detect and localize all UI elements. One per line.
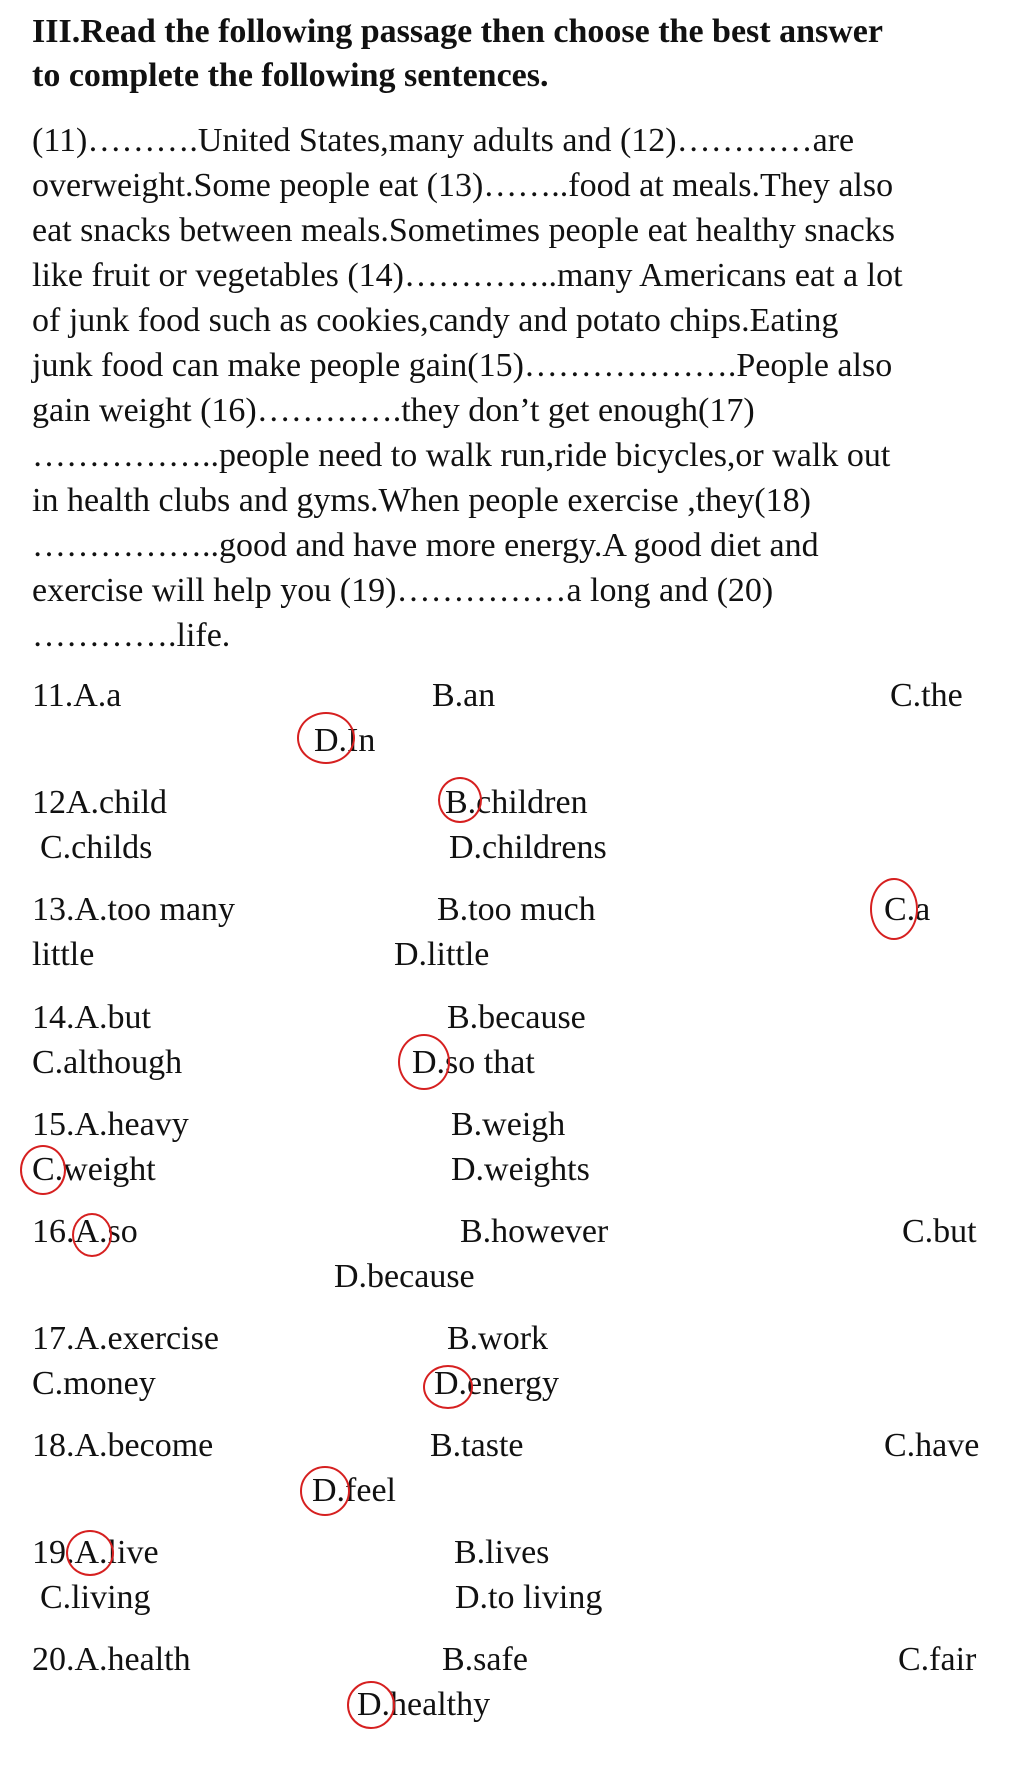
- passage-line: ……………..good and have more energy.A good diet and: [32, 527, 819, 564]
- heading-line-2: to complete the following sentences.: [32, 57, 549, 94]
- q16-option-c: C.but: [902, 1213, 977, 1250]
- q12-option-b: B.children: [445, 784, 588, 821]
- q20-option-d: D.healthy: [357, 1686, 491, 1723]
- q15-option-a: 15.A.heavy: [32, 1106, 189, 1143]
- q19-option-d: D.to living: [455, 1579, 603, 1616]
- passage-line: exercise will help you (19)……………a long and (20): [32, 572, 774, 609]
- passage-line: overweight.Some people eat (13)……..food at meals.They also: [32, 167, 894, 204]
- q18-option-d: D.feel: [312, 1472, 397, 1509]
- q16-option-a: 16.A.so: [32, 1213, 138, 1250]
- passage-line: junk food can make people gain(15)……………….People also: [32, 347, 893, 384]
- q19-option-a: 19.A.live: [32, 1534, 159, 1571]
- passage-line: like fruit or vegetables (14)…………..many Americans eat a lot: [32, 257, 903, 294]
- q11-option-d: D.In: [314, 722, 376, 759]
- q17-option-a: 17.A.exercise: [32, 1320, 219, 1357]
- q18-option-b: B.taste: [430, 1427, 524, 1464]
- passage-line: eat snacks between meals.Sometimes people eat healthy snacks: [32, 212, 895, 249]
- q20-option-a: 20.A.health: [32, 1641, 191, 1678]
- passage-line: of junk food such as cookies,candy and potato chips.Eating: [32, 302, 839, 339]
- q16-option-b: B.however: [460, 1213, 609, 1250]
- q11-option-a: 11.A.a: [32, 677, 122, 714]
- q13-option-c-continued: little: [32, 936, 95, 973]
- q13-option-b: B.too much: [437, 891, 596, 928]
- q17-option-d: D.energy: [434, 1365, 559, 1402]
- passage-line: (11)……….United States,many adults and (12)…………are: [32, 122, 855, 159]
- q13-option-c: C.a: [884, 891, 931, 928]
- q11-option-c: C.the: [890, 677, 963, 714]
- reading-passage: [32, 118, 1012, 658]
- q13-option-a: 13.A.too many: [32, 891, 236, 928]
- q19-option-b: B.lives: [454, 1534, 550, 1571]
- passage-line: in health clubs and gyms.When people exercise ,they(18): [32, 482, 811, 519]
- q17-option-c: C.money: [32, 1365, 156, 1402]
- q13-option-d: D.little: [394, 936, 490, 973]
- passage-line: ……………..people need to walk run,ride bicycles,or walk out: [32, 437, 891, 474]
- q20-option-b: B.safe: [442, 1641, 528, 1678]
- q12-option-d: D.childrens: [449, 829, 607, 866]
- q15-option-c: C.weight: [32, 1151, 156, 1188]
- q18-option-c: C.have: [884, 1427, 980, 1464]
- q15-option-b: B.weigh: [451, 1106, 566, 1143]
- q12-option-c: C.childs: [40, 829, 153, 866]
- q11-option-b: B.an: [432, 677, 496, 714]
- q12-option-a: 12A.child: [32, 784, 168, 821]
- passage-line: gain weight (16)………….they don’t get enough(17): [32, 392, 755, 429]
- q14-option-c: C.although: [32, 1044, 183, 1081]
- section-heading: [32, 10, 1002, 98]
- q14-option-a: 14.A.but: [32, 999, 151, 1036]
- q19-option-c: C.living: [40, 1579, 151, 1616]
- q16-option-d: D.because: [334, 1258, 475, 1295]
- q14-option-d: D.so that: [412, 1044, 535, 1081]
- q18-option-a: 18.A.become: [32, 1427, 214, 1464]
- q17-option-b: B.work: [447, 1320, 549, 1357]
- q15-option-d: D.weights: [451, 1151, 590, 1188]
- heading-line-1: III.Read the following passage then choose the best answer: [32, 13, 883, 50]
- passage-line: ………….life.: [32, 617, 231, 654]
- q14-option-b: B.because: [447, 999, 586, 1036]
- q20-option-c: C.fair: [898, 1641, 977, 1678]
